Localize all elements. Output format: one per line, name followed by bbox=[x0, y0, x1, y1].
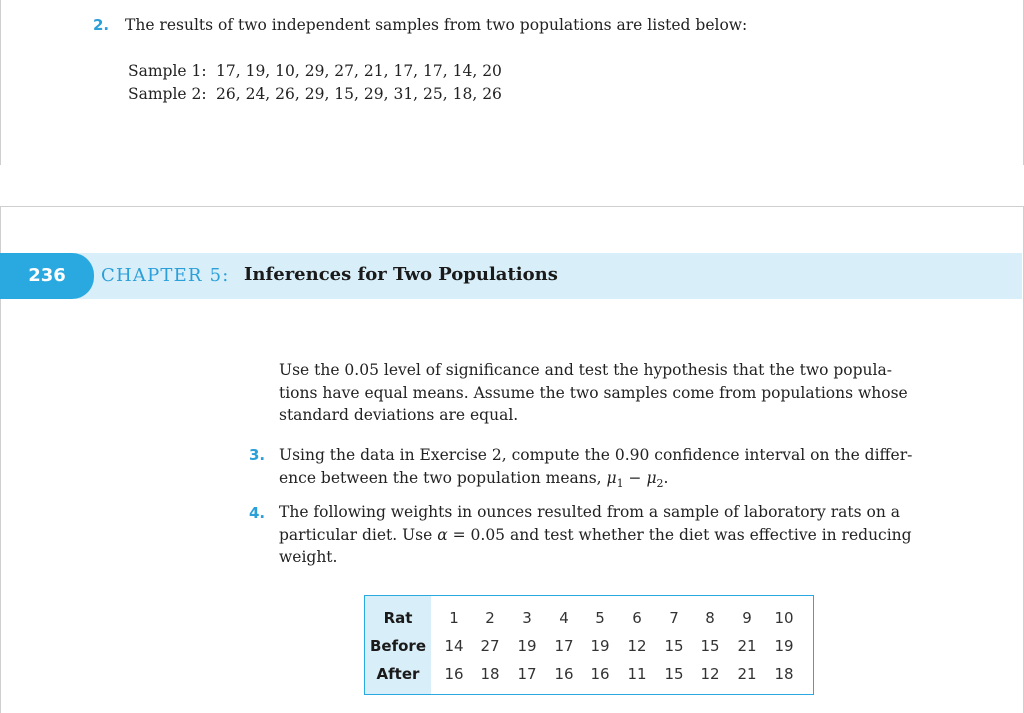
exercise-4-text bbox=[279, 501, 934, 569]
text-line: weight. bbox=[279, 548, 338, 566]
table-cell: 7 bbox=[669, 609, 679, 627]
table-cell: 10 bbox=[774, 609, 794, 627]
continuation-paragraph bbox=[279, 359, 934, 427]
table-cell: 1 bbox=[449, 609, 459, 627]
text-line: Use the 0.05 level of significance and test the hypothesis that the two popula- bbox=[279, 361, 892, 379]
table-cell: 3 bbox=[522, 609, 532, 627]
table-cell: 9 bbox=[742, 609, 752, 627]
text-fragment: particular diet. Use bbox=[279, 525, 438, 544]
text-line: tions have equal means. Assume the two samples come from populations whose bbox=[279, 383, 908, 402]
mu-symbol: μ bbox=[606, 468, 617, 487]
table-cell: 12 bbox=[627, 637, 647, 655]
table-cell: 19 bbox=[517, 637, 537, 655]
table-cell: 4 bbox=[559, 609, 569, 627]
table-cell: 14 bbox=[444, 637, 464, 655]
table-cell: 15 bbox=[664, 637, 684, 655]
row-header: After bbox=[376, 665, 420, 683]
table-row bbox=[365, 632, 813, 660]
table-cell: 19 bbox=[590, 637, 610, 655]
table-row bbox=[365, 660, 813, 688]
table-cell: 17 bbox=[517, 665, 537, 683]
table-cell: 15 bbox=[664, 665, 684, 683]
page-number: 236 bbox=[0, 253, 94, 299]
exercise-text: The results of two independent samples from two populations are listed below: bbox=[125, 16, 748, 34]
table-cell: 21 bbox=[737, 637, 757, 655]
text-fragment: ence between the two population means, bbox=[279, 468, 607, 487]
text-line bbox=[279, 467, 934, 496]
exercise-number: 4. bbox=[249, 504, 266, 522]
table-cell: 27 bbox=[480, 637, 500, 655]
text-line: The following weights in ounces resulted from a sample of laboratory rats on a bbox=[279, 503, 900, 521]
alpha-symbol: α bbox=[437, 525, 448, 544]
table-cell: 19 bbox=[774, 637, 794, 655]
sample-values: 17, 19, 10, 29, 27, 21, 17, 17, 14, 20 bbox=[216, 62, 502, 80]
table-cell: 21 bbox=[737, 665, 757, 683]
table-cell: 17 bbox=[554, 637, 574, 655]
text-fragment: and test whether the diet was effective in reducing bbox=[505, 525, 912, 544]
table-cell: 18 bbox=[480, 665, 500, 683]
exercise-number: 2. bbox=[93, 16, 110, 34]
table-cell: 16 bbox=[590, 665, 610, 683]
table-cell: 6 bbox=[632, 609, 642, 627]
sample-values: 26, 24, 26, 29, 15, 29, 31, 25, 18, 26 bbox=[216, 85, 502, 103]
table-row bbox=[365, 604, 813, 632]
text-line: standard deviations are equal. bbox=[279, 406, 519, 424]
text-fragment: = 0.05 bbox=[447, 525, 506, 544]
text-line: Using the data in Exercise 2, compute the 0.90 confidence interval on the differ- bbox=[279, 446, 913, 464]
page-gap bbox=[0, 165, 1024, 206]
sample-label: Sample 2: bbox=[128, 85, 207, 103]
mu-symbol: μ bbox=[646, 468, 657, 487]
table-cell: 5 bbox=[595, 609, 605, 627]
table-cell: 2 bbox=[485, 609, 495, 627]
table-cell: 16 bbox=[444, 665, 464, 683]
text-line bbox=[279, 524, 934, 547]
sample-label: Sample 1: bbox=[128, 62, 207, 80]
chapter-title: Inferences for Two Populations bbox=[244, 264, 558, 285]
sample-2-line bbox=[128, 83, 502, 105]
table-cell: 15 bbox=[700, 637, 720, 655]
table-cell: 11 bbox=[627, 665, 647, 683]
table-cell: 18 bbox=[774, 665, 794, 683]
sample-1-line bbox=[128, 60, 502, 82]
subscript: 2 bbox=[656, 476, 664, 490]
exercise-3-text bbox=[279, 444, 934, 495]
row-header: Before bbox=[369, 637, 426, 655]
minus-sign: − bbox=[623, 468, 647, 487]
table-cell: 12 bbox=[700, 665, 720, 683]
rat-weights-table bbox=[364, 595, 814, 695]
table-cell: 8 bbox=[705, 609, 715, 627]
period: . bbox=[663, 468, 669, 487]
table-cell: 16 bbox=[554, 665, 574, 683]
row-header: Rat bbox=[383, 609, 413, 627]
chapter-label: CHAPTER 5: bbox=[101, 265, 230, 286]
exercise-number: 3. bbox=[249, 446, 266, 464]
subscript: 1 bbox=[616, 476, 624, 490]
